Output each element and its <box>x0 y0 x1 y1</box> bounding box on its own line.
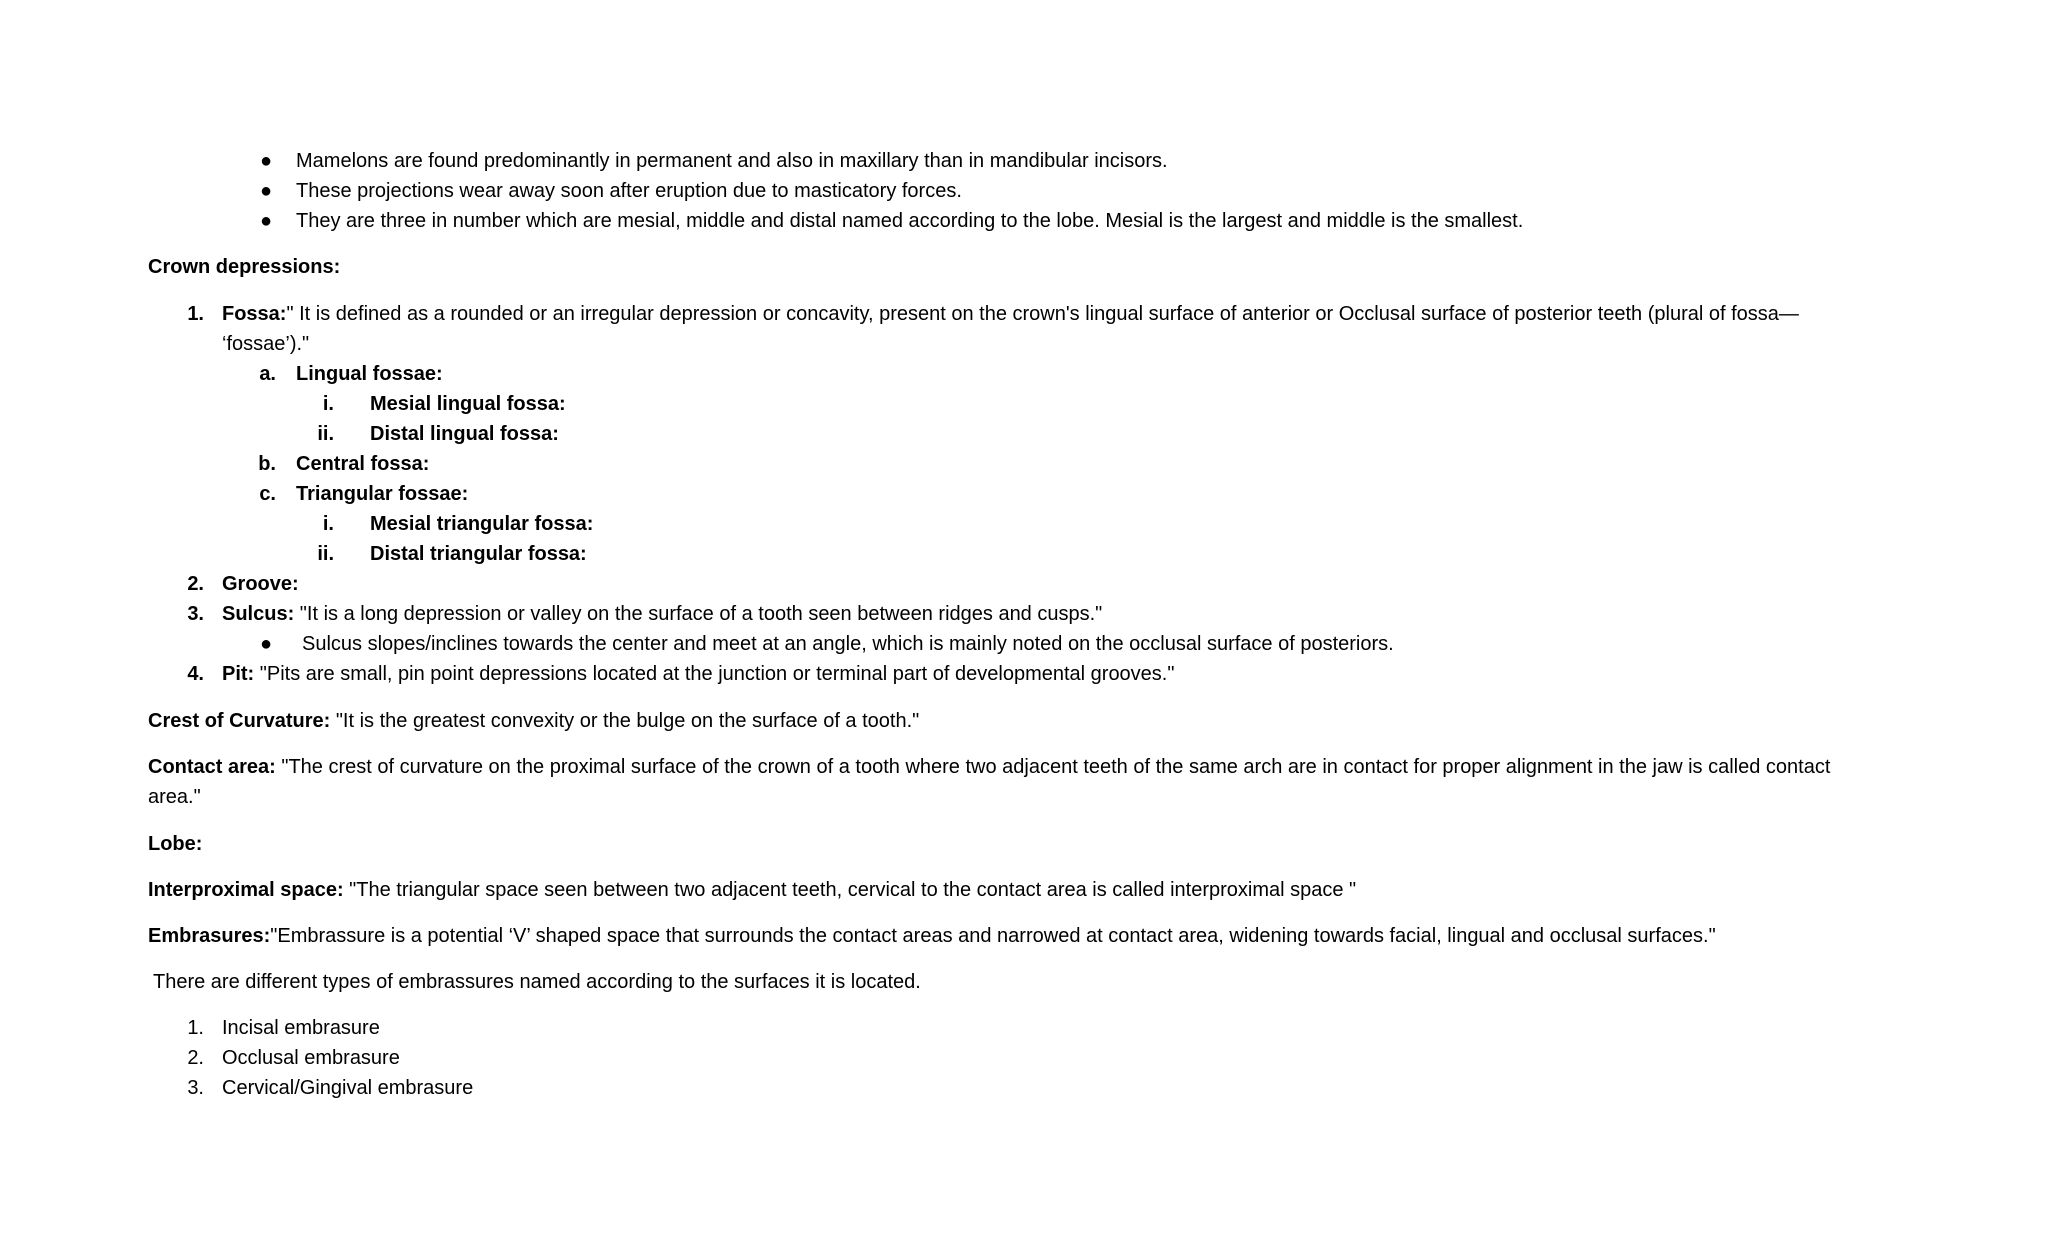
pit-term: Pit: <box>222 663 255 685</box>
list-number: 3. <box>187 1077 204 1099</box>
list-number: 2. <box>187 1047 204 1069</box>
crown-depressions-heading: Crown depressions: <box>148 256 341 278</box>
list-number: 1. <box>187 303 204 325</box>
embrasures-text: "Embrassure is a potential ‘V’ shaped space that surrounds the contact areas and narrowed at contact area, widening towards facial, lingual and occlusal surfaces." <box>270 925 1716 947</box>
bullet-glyph: ● <box>259 180 273 202</box>
embrasure-type-item: Occlusal embrasure <box>222 1047 400 1069</box>
embrasures-intro: There are different types of embrassures named according to the surfaces it is located. <box>153 971 921 993</box>
list-letter: b. <box>258 453 276 475</box>
bullet-glyph: ● <box>259 210 273 232</box>
contact-area-paragraph <box>148 752 1830 782</box>
list-roman: ii. <box>317 543 334 565</box>
crest-text: "It is the greatest convexity or the bulge on the surface of a tooth." <box>330 710 920 732</box>
list-number: 2. <box>187 573 204 595</box>
list-roman: i. <box>322 513 334 535</box>
embrasures-term: Embrasures: <box>148 925 271 947</box>
interproximal-text: "The triangular space seen between two adjacent teeth, cervical to the contact area is called interproximal space " <box>343 879 1357 901</box>
central-fossa-term: Central fossa: <box>296 453 430 475</box>
groove-term: Groove: <box>222 573 299 595</box>
mamelon-bullet-1: Mamelons are found predominantly in permanent and also in maxillary than in mandibular incisors. <box>296 150 1168 172</box>
list-roman: i. <box>322 393 334 415</box>
contact-area-text-line1: "The crest of curvature on the proximal surface of the crown of a tooth where two adjacent teeth of the same arch are in contact for proper alignment in the jaw is called contact <box>275 756 1831 778</box>
crest-of-curvature-paragraph <box>148 706 919 736</box>
sulcus-term: Sulcus: <box>222 603 295 625</box>
distal-lingual-fossa-term: Distal lingual fossa: <box>370 423 559 445</box>
list-roman: ii. <box>317 423 334 445</box>
bullet-glyph: ● <box>259 633 273 655</box>
distal-triangular-fossa-term: Distal triangular fossa: <box>370 543 587 565</box>
list-letter: c. <box>259 483 276 505</box>
sulcus-bullet: Sulcus slopes/inclines towards the center and meet at an angle, which is mainly noted on the occlusal surface of posteriors. <box>302 633 1394 655</box>
fossa-text-line2: ‘fossae’)." <box>222 333 310 355</box>
embrasures-paragraph <box>148 921 1716 951</box>
interproximal-term: Interproximal space: <box>148 879 344 901</box>
mamelon-bullet-2: These projections wear away soon after eruption due to masticatory forces. <box>296 180 962 202</box>
sulcus-definition <box>222 599 1102 629</box>
contact-area-term: Contact area: <box>148 756 276 778</box>
lingual-fossae-term: Lingual fossae: <box>296 363 443 385</box>
list-number: 3. <box>187 603 204 625</box>
crest-term: Crest of Curvature: <box>148 710 331 732</box>
pit-definition <box>222 659 1174 689</box>
fossa-definition <box>222 299 1799 329</box>
pit-text: "Pits are small, pin point depressions located at the junction or terminal part of developmental grooves." <box>254 663 1175 685</box>
interproximal-space-paragraph <box>148 875 1356 905</box>
mamelon-bullet-3: They are three in number which are mesial, middle and distal named according to the lobe. Mesial is the largest and middle is the smallest. <box>296 210 1524 232</box>
sulcus-text: "It is a long depression or valley on the surface of a tooth seen between ridges and cusps." <box>294 603 1103 625</box>
fossa-term: Fossa: <box>222 303 287 325</box>
fossa-text-line1: " It is defined as a rounded or an irregular depression or concavity, present on the crown's lingual surface of anterior or Occlusal surface of posterior teeth (plural of fossa— <box>286 303 1799 325</box>
bullet-glyph: ● <box>259 150 273 172</box>
lobe-term: Lobe: <box>148 833 203 855</box>
list-number: 1. <box>187 1017 204 1039</box>
embrasure-type-item: Cervical/Gingival embrasure <box>222 1077 474 1099</box>
contact-area-text-line2: area." <box>148 786 201 808</box>
mesial-triangular-fossa-term: Mesial triangular fossa: <box>370 513 594 535</box>
triangular-fossae-term: Triangular fossae: <box>296 483 469 505</box>
list-number: 4. <box>187 663 204 685</box>
embrasure-type-item: Incisal embrasure <box>222 1017 380 1039</box>
mesial-lingual-fossa-term: Mesial lingual fossa: <box>370 393 566 415</box>
list-letter: a. <box>259 363 276 385</box>
